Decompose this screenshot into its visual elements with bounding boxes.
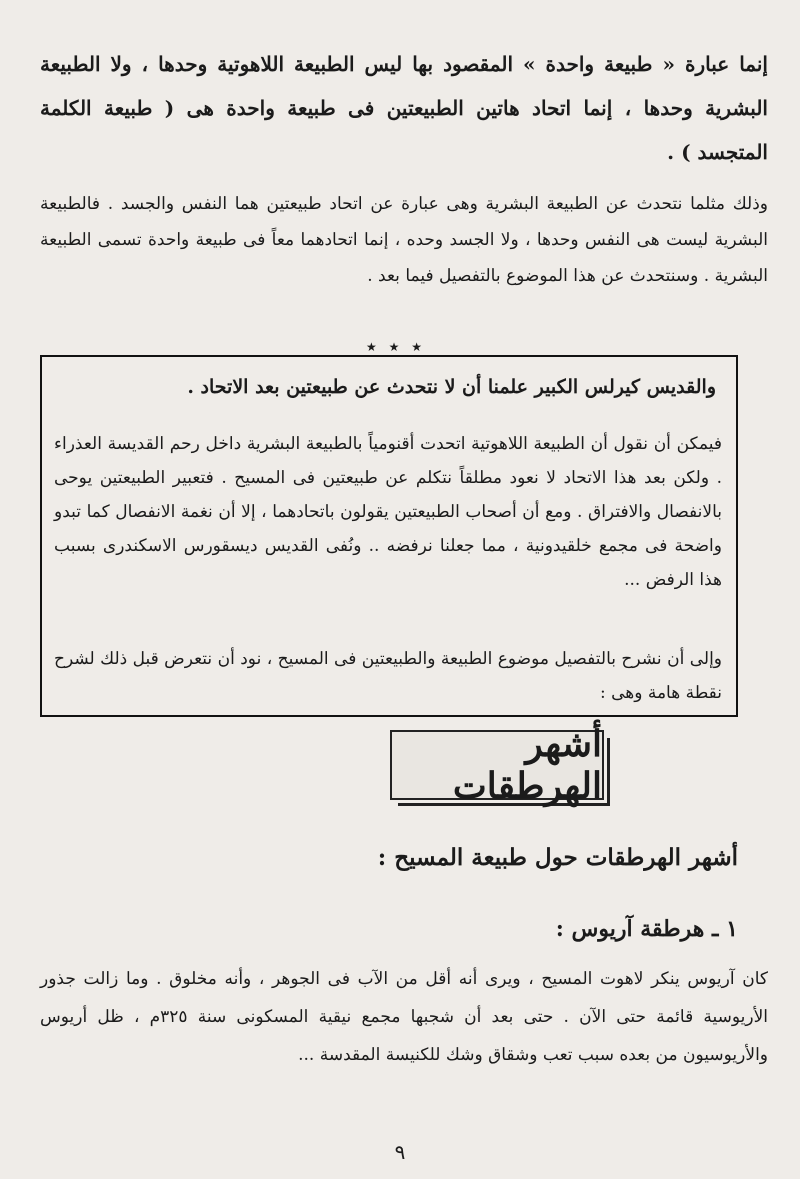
- boxed-passage: [40, 355, 738, 717]
- subsection-heading: ١ ـ هرطقة آريوس :: [555, 916, 738, 942]
- banner-title: أشهر الهرطقات: [452, 723, 602, 807]
- heresies-banner: [390, 723, 604, 807]
- page-number: ٩: [394, 1140, 406, 1164]
- section-separator: ★ ★ ★: [366, 340, 426, 354]
- boxed-paragraph-1: فيمكن أن نقول أن الطبيعة اللاهوتية اتحدت أقنومياً بالطبيعة البشرية داخل رحم القديسة العذراء . ولكن بعد هذا الاتحاد لا نعود مطلقاً نتكلم عن طبيعتين فى المسيح . فتعبير الطبيعتين يوحى بالانفصال والافتراق . ومع أن أصحاب الطبيعتين يقولون باتحادهما ، إلا أن نغمة الانفصال كما تبدو واضحة فى مجمع خلقيدونية ، مما جعلنا نرفضه .. ونُفى القديس ديسقورس الاسكندرى بسبب هذا الرفض ...: [54, 434, 722, 590]
- boxed-heading: والقديس كيرلس الكبير علمنا أن لا نتحدث عن طبيعتين بعد الاتحاد .: [187, 376, 716, 398]
- section-heading: أشهر الهرطقات حول طبيعة المسيح :: [377, 844, 738, 871]
- intro-paragraph: إنما عبارة « طبيعة واحدة » المقصود بها ليس الطبيعة اللاهوتية وحدها ، ولا الطبيعة البشرية وحدها ، إنما اتحاد هاتين الطبيعتين فى طبيعة واحدة هى ( طبيعة الكلمة المتجسد ) .: [40, 52, 768, 164]
- boxed-paragraph-2: وإلى أن نشرح بالتفصيل موضوع الطبيعة والطبيعتين فى المسيح ، نود أن نتعرض قبل ذلك لشرح نقطة هامة وهى :: [54, 649, 722, 703]
- arius-paragraph: كان آريوس ينكر لاهوت المسيح ، ويرى أنه أقل من الآب فى الجوهر ، وأنه مخلوق . وما زالت جذور الأريوسية قائمة حتى الآن . حتى بعد أن شجبها مجمع نيقية المسكونى سنة ٣٢٥م ، ظل أريوس والأريوسيون من بعده سبب تعب وشقاق وشك للكنيسة المقدسة ...: [40, 969, 769, 1065]
- analogy-paragraph: وذلك مثلما نتحدث عن الطبيعة البشرية وهى عبارة عن اتحاد طبيعتين هما النفس والجسد . فالطبيعة البشرية ليست هى النفس وحدها ، ولا الجسد وحده ، إنما اتحادهما معاً فى طبيعة واحدة تسمى الطبيعة البشرية . وسنتحدث عن هذا الموضوع بالتفصيل فيما بعد .: [40, 194, 768, 286]
